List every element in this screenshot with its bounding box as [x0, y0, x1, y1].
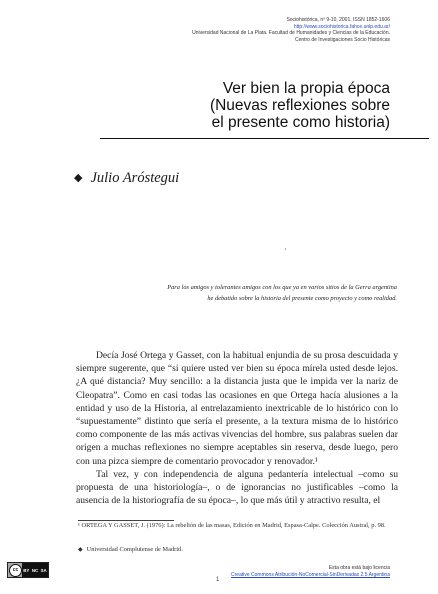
page-number: 1	[216, 577, 220, 583]
author-line	[74, 170, 179, 187]
article-body	[76, 349, 398, 507]
cc-terms-icon	[22, 563, 48, 577]
dedication	[80, 282, 397, 304]
cc-license-badge-icon[interactable]	[7, 562, 49, 578]
journal-url-link[interactable]: http://www.sociohistorica.fahce.unlp.edu.ar/	[293, 23, 390, 30]
title-line-3: el presente como historia)	[211, 114, 390, 131]
diamond-icon: ◆	[74, 172, 83, 184]
title-line-1: Ver bien la propia época	[222, 80, 390, 97]
cc-nc-label: NC	[31, 567, 39, 573]
separator-dot: ·	[284, 245, 287, 254]
dedication-line-1: Para los amigos y tolerantes amigos con los que ya en varios sitios de la Gerra argentina	[167, 284, 397, 291]
footnote-divider	[78, 520, 174, 521]
paragraph-2: Tal vez, y con independencia de alguna pedantería intelectual –como su propuesta de una historiología–, o de ignorancias no justificables –como la ausencia de la historiografía de su época–, lo que más útil y atractivo resulta, el	[76, 468, 398, 507]
journal-header	[192, 17, 390, 43]
journal-citation: Sociohistórica, nº 9-10, 2001. ISSN 1852-1606	[286, 17, 390, 23]
cc-by-label: BY	[23, 567, 30, 573]
license-link[interactable]: Creative Commons Atribución-NoComercial-SinDerivadas 2.5 Argentina	[231, 572, 390, 578]
author-name: Julio Aróstegui	[90, 170, 180, 186]
article-title	[210, 80, 390, 131]
dedication-line-2: he debatido sobre la historia del presente como proyecto y como realidad.	[207, 295, 397, 302]
cc-logo-icon: cc	[9, 564, 22, 577]
title-line-2: (Nuevas reflexiones sobre	[209, 97, 390, 114]
center-line: Centro de Investigaciones Socio Históricas	[294, 36, 390, 43]
university-line: Universidad Nacional de La Plata. Facultad de Humanidades y Ciencias de la Educación.	[192, 30, 390, 37]
footnote-1: ¹ ORTEGA Y GASSET, J. (1976): La rebelión de las masas, Edición en Madrid, Espasa-Calpe. Colección Austral, p. 98.	[78, 522, 386, 529]
diamond-icon: ◆	[78, 547, 83, 553]
title-divider	[100, 138, 429, 139]
affiliation-text: Universidad Complutense de Madrid.	[86, 546, 183, 553]
license-intro: Esta obra está bajo licencia	[328, 565, 390, 571]
cc-sa-label: SA	[40, 567, 47, 573]
author-affiliation	[78, 546, 183, 553]
paragraph-1: Decía José Ortega y Gasset, con la habitual enjundia de su prosa descuidada y siempre sugerente, que “si quiere usted ver bien su época mírela usted desde lejos. ¿A qué distancia? Muy sencillo: a la distancia justa que le impida ver la nariz de Cleopatra”. Como en casi todas las ocasiones en que Ortega hacía alusiones a la entidad y uso de la Historia, al entrelazamiento inextricable de lo histórico con lo “supuestamente” distinto que sería el presente, a la textura misma de lo histórico como componente de las más activas vivencias del hombre, sus palabras suelen dar origen a muchas reflexiones no siempre aceptables sin reserva, desde luego, pero con una pizca siempre de comentario provocador y renovador.¹	[76, 350, 398, 467]
license-notice	[231, 565, 390, 579]
